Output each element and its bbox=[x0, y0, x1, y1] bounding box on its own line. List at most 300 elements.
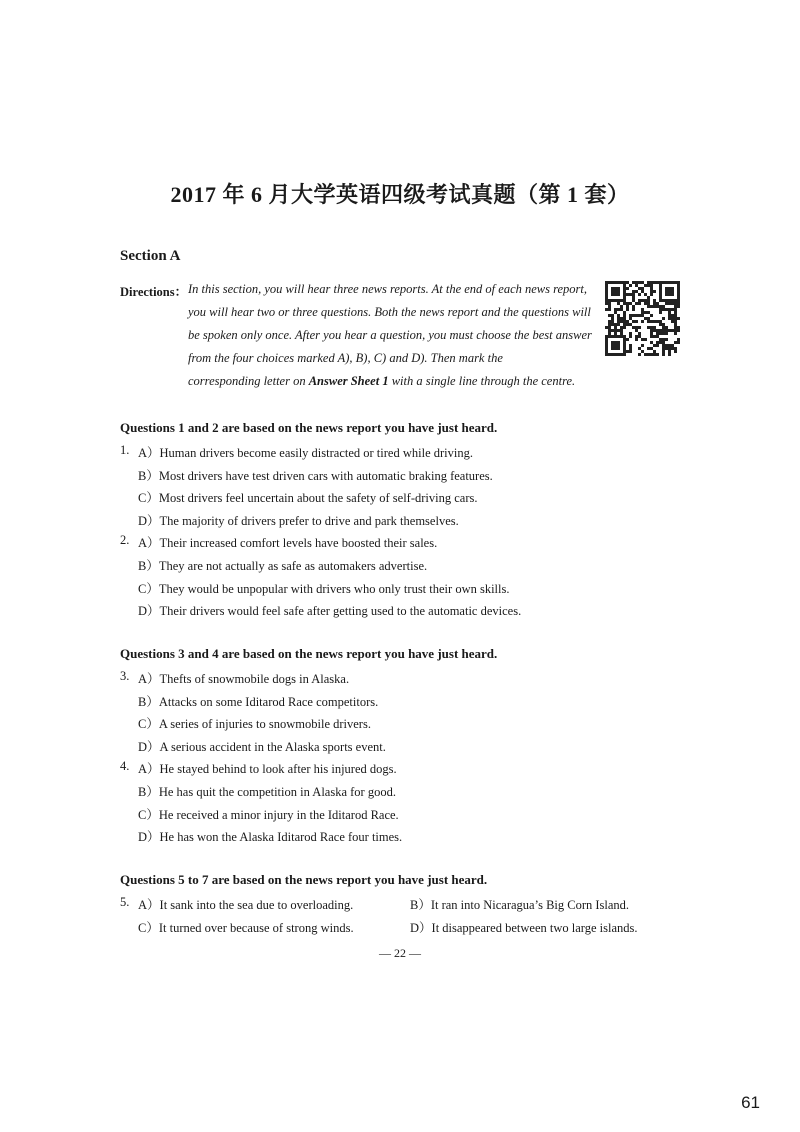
qr-module bbox=[650, 347, 653, 350]
qr-module bbox=[644, 353, 647, 356]
qr-module bbox=[632, 320, 635, 323]
answer-option: D）Their drivers would feel safe after getting used to the automatic devices. bbox=[138, 604, 522, 618]
qr-module bbox=[629, 314, 632, 317]
qr-module bbox=[659, 284, 662, 287]
qr-module bbox=[620, 335, 623, 338]
qr-module bbox=[677, 290, 680, 293]
qr-module bbox=[623, 350, 626, 353]
qr-module bbox=[623, 338, 626, 341]
qr-module bbox=[671, 329, 674, 332]
qr-module bbox=[653, 281, 656, 284]
qr-module bbox=[671, 320, 674, 323]
qr-module bbox=[653, 299, 656, 302]
qr-module bbox=[623, 284, 626, 287]
qr-module bbox=[677, 281, 680, 284]
qr-module bbox=[659, 308, 662, 311]
qr-module bbox=[617, 281, 620, 284]
qr-module bbox=[611, 287, 614, 290]
qr-module bbox=[674, 329, 677, 332]
qr-module bbox=[617, 323, 620, 326]
qr-module bbox=[611, 314, 614, 317]
qr-module bbox=[647, 347, 650, 350]
qr-module bbox=[647, 302, 650, 305]
qr-module bbox=[617, 347, 620, 350]
qr-module bbox=[677, 317, 680, 320]
answer-option: C）Most drivers feel uncertain about the safety of self-driving cars. bbox=[138, 491, 478, 505]
qr-module bbox=[614, 332, 617, 335]
qr-module bbox=[653, 344, 656, 347]
qr-module bbox=[641, 311, 644, 314]
qr-module bbox=[674, 311, 677, 314]
qr-module bbox=[614, 299, 617, 302]
qr-module bbox=[635, 326, 638, 329]
qr-module bbox=[668, 290, 671, 293]
qr-module bbox=[632, 314, 635, 317]
qr-module bbox=[632, 293, 635, 296]
qr-module bbox=[665, 308, 668, 311]
qr-module bbox=[668, 281, 671, 284]
qr-module bbox=[662, 332, 665, 335]
qr-module bbox=[662, 350, 665, 353]
directions-line: be spoken only once. After you hear a question, you must choose the best answer bbox=[188, 328, 592, 342]
qr-module bbox=[647, 311, 650, 314]
qr-module bbox=[623, 326, 626, 329]
qr-module bbox=[662, 326, 665, 329]
qr-module bbox=[659, 329, 662, 332]
qr-module bbox=[677, 284, 680, 287]
qr-module bbox=[632, 308, 635, 311]
qr-module bbox=[665, 329, 668, 332]
qr-module bbox=[620, 317, 623, 320]
qr-module bbox=[614, 281, 617, 284]
qr-module bbox=[605, 335, 608, 338]
qr-module bbox=[674, 326, 677, 329]
qr-module bbox=[677, 299, 680, 302]
qr-module bbox=[611, 293, 614, 296]
qr-module bbox=[632, 299, 635, 302]
answer-sheet-label: Answer Sheet 1 bbox=[308, 374, 389, 388]
qr-module bbox=[644, 293, 647, 296]
qr-module bbox=[638, 287, 641, 290]
qr-module bbox=[641, 338, 644, 341]
qr-module bbox=[668, 317, 671, 320]
section-heading: Section A bbox=[120, 248, 181, 264]
qr-module bbox=[608, 299, 611, 302]
question-number: 4. bbox=[120, 759, 130, 773]
qr-module bbox=[668, 347, 671, 350]
qr-module bbox=[650, 290, 653, 293]
qr-module bbox=[671, 317, 674, 320]
qr-module bbox=[662, 317, 665, 320]
qr-module bbox=[668, 314, 671, 317]
qr-module bbox=[608, 353, 611, 356]
answer-option: A）Thefts of snowmobile dogs in Alaska. bbox=[138, 672, 350, 686]
qr-module bbox=[614, 347, 617, 350]
answer-option: D）It disappeared between two large islands. bbox=[410, 921, 638, 935]
qr-module bbox=[644, 311, 647, 314]
qr-module bbox=[662, 323, 665, 326]
qr-module bbox=[608, 332, 611, 335]
qr-module bbox=[623, 335, 626, 338]
qr-module bbox=[668, 287, 671, 290]
answer-option: B）It ran into Nicaragua’s Big Corn Island. bbox=[410, 898, 630, 912]
qr-module bbox=[665, 302, 668, 305]
qr-module bbox=[623, 344, 626, 347]
qr-module bbox=[608, 335, 611, 338]
qr-module bbox=[662, 281, 665, 284]
qr-module bbox=[656, 305, 659, 308]
qr-module bbox=[623, 290, 626, 293]
qr-module bbox=[647, 326, 650, 329]
qr-module bbox=[626, 287, 629, 290]
qr-module bbox=[659, 293, 662, 296]
qr-module bbox=[653, 305, 656, 308]
qr-module bbox=[629, 332, 632, 335]
qr-module bbox=[647, 320, 650, 323]
qr-module bbox=[677, 302, 680, 305]
qr-module bbox=[614, 311, 617, 314]
qr-module bbox=[608, 329, 611, 332]
qr-module bbox=[659, 299, 662, 302]
qr-module bbox=[671, 299, 674, 302]
qr-module bbox=[635, 284, 638, 287]
qr-module bbox=[644, 302, 647, 305]
qr-module bbox=[662, 305, 665, 308]
qr-module bbox=[671, 281, 674, 284]
qr-module bbox=[668, 344, 671, 347]
answer-option: B）Most drivers have test driven cars with automatic braking features. bbox=[138, 469, 493, 483]
qr-module bbox=[653, 326, 656, 329]
qr-module bbox=[623, 293, 626, 296]
qr-module bbox=[614, 335, 617, 338]
qr-module bbox=[617, 314, 620, 317]
qr-module bbox=[605, 287, 608, 290]
qr-module bbox=[641, 350, 644, 353]
qr-module bbox=[638, 326, 641, 329]
qr-module bbox=[635, 320, 638, 323]
qr-module bbox=[605, 293, 608, 296]
qr-module bbox=[641, 320, 644, 323]
exam-title: 2017 年 6 月大学英语四级考试真题（第 1 套） bbox=[170, 182, 630, 207]
qr-module bbox=[659, 320, 662, 323]
qr-module bbox=[605, 344, 608, 347]
qr-module bbox=[629, 293, 632, 296]
question-group-heading: Questions 1 and 2 are based on the news report you have just heard. bbox=[120, 420, 498, 435]
directions-line bbox=[188, 374, 575, 389]
page-number: — 22 — bbox=[379, 946, 421, 960]
qr-module bbox=[641, 287, 644, 290]
qr-module bbox=[671, 287, 674, 290]
answer-option: A）It sank into the sea due to overloading. bbox=[138, 898, 354, 912]
qr-module bbox=[611, 341, 614, 344]
qr-module bbox=[626, 281, 629, 284]
qr-module bbox=[629, 284, 632, 287]
qr-module bbox=[644, 317, 647, 320]
qr-module bbox=[677, 326, 680, 329]
qr-module bbox=[656, 329, 659, 332]
question-group-heading: Questions 3 and 4 are based on the news report you have just heard. bbox=[120, 646, 498, 661]
qr-module bbox=[674, 308, 677, 311]
answer-option: A）Their increased comfort levels have boosted their sales. bbox=[138, 536, 438, 550]
qr-module bbox=[605, 341, 608, 344]
qr-module bbox=[650, 287, 653, 290]
question-number: 1. bbox=[120, 443, 130, 457]
qr-module bbox=[614, 353, 617, 356]
qr-module bbox=[659, 281, 662, 284]
qr-module bbox=[617, 299, 620, 302]
qr-module bbox=[659, 305, 662, 308]
qr-code bbox=[605, 281, 680, 356]
qr-module bbox=[605, 296, 608, 299]
question-number: 5. bbox=[120, 895, 130, 909]
qr-module bbox=[614, 344, 617, 347]
qr-module bbox=[608, 281, 611, 284]
qr-module bbox=[605, 353, 608, 356]
qr-module bbox=[668, 293, 671, 296]
directions-text: corresponding letter on bbox=[188, 374, 309, 388]
qr-module bbox=[668, 353, 671, 356]
qr-module bbox=[665, 332, 668, 335]
qr-module bbox=[641, 314, 644, 317]
qr-module bbox=[629, 347, 632, 350]
qr-module bbox=[632, 281, 635, 284]
qr-module bbox=[635, 329, 638, 332]
qr-module bbox=[677, 329, 680, 332]
qr-module bbox=[677, 305, 680, 308]
qr-module bbox=[611, 323, 614, 326]
qr-module bbox=[626, 308, 629, 311]
qr-module bbox=[665, 299, 668, 302]
qr-module bbox=[650, 329, 653, 332]
answer-option: B）Attacks on some Iditarod Race competitors. bbox=[138, 695, 379, 709]
qr-module bbox=[626, 338, 629, 341]
qr-module bbox=[656, 302, 659, 305]
qr-module bbox=[620, 308, 623, 311]
qr-module bbox=[617, 293, 620, 296]
qr-module bbox=[650, 305, 653, 308]
qr-module bbox=[662, 308, 665, 311]
qr-module bbox=[620, 299, 623, 302]
qr-module bbox=[614, 287, 617, 290]
qr-module bbox=[605, 326, 608, 329]
qr-module bbox=[671, 344, 674, 347]
answer-option: C）It turned over because of strong winds. bbox=[138, 921, 354, 935]
qr-module bbox=[611, 329, 614, 332]
qr-module bbox=[659, 287, 662, 290]
qr-module bbox=[665, 290, 668, 293]
qr-module bbox=[653, 290, 656, 293]
qr-module bbox=[614, 290, 617, 293]
qr-module bbox=[650, 281, 653, 284]
qr-module bbox=[662, 329, 665, 332]
qr-module bbox=[644, 299, 647, 302]
qr-module bbox=[644, 284, 647, 287]
answer-option: D）The majority of drivers prefer to drive and park themselves. bbox=[138, 514, 459, 528]
qr-module bbox=[629, 302, 632, 305]
qr-module bbox=[677, 293, 680, 296]
qr-module bbox=[617, 335, 620, 338]
qr-module bbox=[635, 290, 638, 293]
qr-module bbox=[623, 317, 626, 320]
qr-module bbox=[671, 314, 674, 317]
qr-module bbox=[605, 308, 608, 311]
qr-module bbox=[629, 344, 632, 347]
qr-module bbox=[620, 281, 623, 284]
qr-module bbox=[620, 320, 623, 323]
qr-module bbox=[617, 317, 620, 320]
answer-option: B）They are not actually as safe as automakers advertise. bbox=[138, 559, 428, 573]
qr-module bbox=[647, 296, 650, 299]
qr-module bbox=[623, 281, 626, 284]
qr-module bbox=[611, 299, 614, 302]
question-group-heading: Questions 5 to 7 are based on the news report you have just heard. bbox=[120, 872, 488, 887]
qr-module bbox=[614, 323, 617, 326]
answer-option: D）A serious accident in the Alaska sports event. bbox=[138, 740, 386, 754]
qr-module bbox=[659, 332, 662, 335]
qr-module bbox=[605, 284, 608, 287]
qr-module bbox=[653, 329, 656, 332]
answer-option: C）They would be unpopular with drivers who only trust their own skills. bbox=[138, 582, 510, 596]
qr-module bbox=[647, 299, 650, 302]
qr-module bbox=[608, 305, 611, 308]
qr-module bbox=[656, 353, 659, 356]
qr-module bbox=[662, 344, 665, 347]
qr-module bbox=[629, 335, 632, 338]
qr-module bbox=[623, 302, 626, 305]
qr-module bbox=[635, 314, 638, 317]
qr-module bbox=[638, 314, 641, 317]
qr-module bbox=[677, 338, 680, 341]
qr-module bbox=[656, 341, 659, 344]
answer-option: D）He has won the Alaska Iditarod Race four times. bbox=[138, 830, 403, 844]
qr-module bbox=[647, 317, 650, 320]
qr-module bbox=[674, 320, 677, 323]
qr-module bbox=[674, 305, 677, 308]
qr-module bbox=[674, 314, 677, 317]
qr-module bbox=[674, 302, 677, 305]
qr-module bbox=[611, 335, 614, 338]
qr-module bbox=[650, 332, 653, 335]
qr-module bbox=[611, 347, 614, 350]
qr-module bbox=[677, 341, 680, 344]
qr-module bbox=[638, 281, 641, 284]
qr-module bbox=[677, 296, 680, 299]
qr-module bbox=[671, 308, 674, 311]
qr-module bbox=[623, 353, 626, 356]
qr-module bbox=[620, 326, 623, 329]
qr-module bbox=[635, 302, 638, 305]
qr-module bbox=[608, 314, 611, 317]
answer-option: C）A series of injuries to snowmobile drivers. bbox=[138, 717, 371, 731]
qr-module bbox=[620, 332, 623, 335]
qr-module bbox=[626, 293, 629, 296]
qr-module bbox=[665, 326, 668, 329]
qr-module bbox=[638, 332, 641, 335]
qr-module bbox=[611, 353, 614, 356]
qr-module bbox=[632, 296, 635, 299]
qr-module bbox=[623, 341, 626, 344]
qr-module bbox=[620, 353, 623, 356]
qr-module bbox=[659, 338, 662, 341]
directions-line: you will hear two or three questions. Both the news report and the questions will bbox=[188, 305, 591, 319]
qr-module bbox=[611, 344, 614, 347]
qr-module bbox=[650, 341, 653, 344]
qr-module bbox=[650, 284, 653, 287]
qr-module bbox=[668, 329, 671, 332]
qr-module bbox=[644, 338, 647, 341]
qr-module bbox=[641, 290, 644, 293]
directions-line: In this section, you will hear three news reports. At the end of each news report, bbox=[188, 282, 588, 296]
qr-module bbox=[617, 353, 620, 356]
qr-module bbox=[662, 338, 665, 341]
directions-label: Directions： bbox=[120, 285, 188, 299]
qr-module bbox=[665, 293, 668, 296]
qr-module bbox=[650, 293, 653, 296]
qr-module bbox=[659, 323, 662, 326]
qr-module bbox=[671, 293, 674, 296]
qr-module bbox=[614, 293, 617, 296]
qr-module bbox=[653, 320, 656, 323]
qr-module bbox=[674, 347, 677, 350]
qr-module bbox=[674, 281, 677, 284]
qr-module bbox=[623, 299, 626, 302]
qr-module bbox=[623, 296, 626, 299]
qr-module bbox=[674, 350, 677, 353]
qr-module bbox=[617, 320, 620, 323]
qr-module bbox=[623, 311, 626, 314]
qr-module bbox=[620, 305, 623, 308]
directions-text: with a single line through the centre. bbox=[388, 374, 576, 388]
answer-option: C）He received a minor injury in the Iditarod Race. bbox=[138, 808, 399, 822]
qr-module bbox=[650, 335, 653, 338]
qr-module bbox=[653, 302, 656, 305]
directions-line: from the four choices marked A), B), C) and D). Then mark the bbox=[188, 351, 503, 365]
qr-module bbox=[635, 335, 638, 338]
qr-module bbox=[638, 347, 641, 350]
qr-module bbox=[665, 344, 668, 347]
qr-module bbox=[605, 302, 608, 305]
qr-module bbox=[665, 287, 668, 290]
qr-module bbox=[611, 317, 614, 320]
qr-module bbox=[629, 323, 632, 326]
qr-module bbox=[638, 335, 641, 338]
qr-module bbox=[635, 281, 638, 284]
qr-module bbox=[605, 347, 608, 350]
question-number: 2. bbox=[120, 533, 130, 547]
qr-module bbox=[617, 341, 620, 344]
qr-module bbox=[629, 317, 632, 320]
answer-option: B）He has quit the competition in Alaska for good. bbox=[138, 785, 396, 799]
qr-module bbox=[656, 344, 659, 347]
qr-module bbox=[617, 329, 620, 332]
qr-module bbox=[605, 350, 608, 353]
qr-module bbox=[614, 341, 617, 344]
qr-module bbox=[641, 299, 644, 302]
qr-module bbox=[641, 281, 644, 284]
qr-module bbox=[614, 308, 617, 311]
question-number: 3. bbox=[120, 669, 130, 683]
qr-module bbox=[653, 353, 656, 356]
qr-module bbox=[635, 338, 638, 341]
qr-module bbox=[668, 302, 671, 305]
answer-option: A）He stayed behind to look after his injured dogs. bbox=[138, 762, 397, 776]
qr-module bbox=[623, 287, 626, 290]
qr-module bbox=[605, 281, 608, 284]
qr-module bbox=[638, 353, 641, 356]
qr-module bbox=[608, 308, 611, 311]
qr-module bbox=[617, 287, 620, 290]
qr-module bbox=[614, 326, 617, 329]
